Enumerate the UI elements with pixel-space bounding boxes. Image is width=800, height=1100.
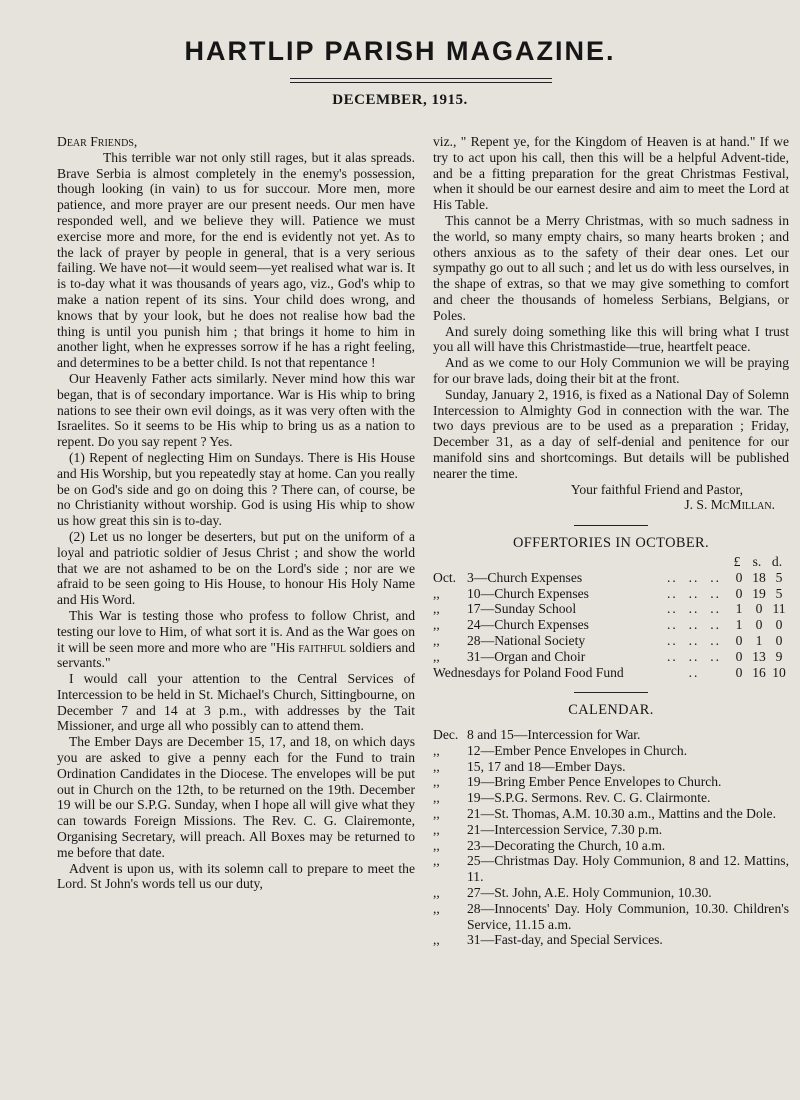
war-text-faithful: faithful bbox=[298, 639, 346, 655]
offertory-dots: .. .. .. bbox=[667, 617, 721, 633]
letter-paragraph-2: Our Heavenly Father acts similarly. Never mind how this war began, that is of secondary importance. War is His whip to bring nations to see their own evil doings, as it was very often with the Israelites. So it seems to be His whip to bring us as a nation to repent. Do you say repent ? Yes. bbox=[57, 370, 415, 450]
offertory-day: 31 bbox=[467, 648, 481, 664]
war-text-after: soldiers and servants." bbox=[57, 639, 415, 671]
offertory-shillings: 18 bbox=[752, 569, 766, 585]
calendar-row bbox=[433, 759, 789, 775]
offertory-pence: 0 bbox=[775, 632, 783, 648]
calendar-entry: 15, 17 and 18—Ember Days. bbox=[467, 758, 626, 774]
offertory-name: Sunday School bbox=[494, 601, 577, 617]
calendar-entry: 19—S.P.G. Sermons. Rev. C. G. Clairmonte. bbox=[467, 790, 711, 806]
offertory-row bbox=[433, 601, 789, 617]
calendar-month: ,, bbox=[433, 758, 440, 774]
calendar-month: ,, bbox=[433, 742, 440, 758]
calendar-month: ,, bbox=[433, 837, 440, 853]
offertory-name: Organ and Choir bbox=[494, 648, 586, 664]
offertory-label: 31—Organ and Choir bbox=[467, 648, 586, 664]
calendar-entry: 27—St. John, A.E. Holy Communion, 10.30. bbox=[467, 885, 712, 901]
offertories-title: OFFERTORIES IN OCTOBER. bbox=[512, 535, 710, 552]
letter-paragraph-3: (1) Repent of neglecting Him on Sundays. There is His House and His Worship, but you repeatedly stay at home. Can you really be on God's side and go on doing this ? There can, of course, be no Christianity without worship. God is using His whip to show us how great this sin is to-day. bbox=[57, 449, 415, 529]
calendar-row bbox=[433, 885, 789, 901]
offertory-dots: .. .. .. bbox=[667, 601, 721, 617]
currency-header bbox=[433, 554, 789, 570]
left-column bbox=[57, 134, 415, 892]
offertory-month: ,, bbox=[433, 632, 440, 648]
letter-paragraph-5 bbox=[57, 608, 415, 671]
offertory-pounds: 0 bbox=[735, 632, 743, 648]
offertory-day: 28 bbox=[467, 632, 481, 648]
calendar-entry: 23—Decorating the Church, 10 a.m. bbox=[467, 837, 666, 853]
offertory-shillings: 1 bbox=[755, 632, 763, 648]
issue-date: DECEMBER, 1915. bbox=[332, 92, 468, 108]
offertories-table bbox=[433, 570, 789, 681]
offertory-day: 10 bbox=[467, 585, 481, 601]
letter-paragraph-12: And as we come to our Holy Communion we will be praying for our brave lads, doing their bit at the front. bbox=[433, 355, 789, 386]
offertory-pence: 5 bbox=[775, 585, 783, 601]
offertory-day: 3 bbox=[467, 569, 474, 585]
currency-shillings: s. bbox=[752, 553, 762, 569]
calendar-entry: 28—Innocents' Day. Holy Communion, 10.30. Children's Service, 11.15 a.m. bbox=[467, 900, 789, 932]
offertory-row bbox=[433, 570, 789, 586]
offertory-shillings: 0 bbox=[755, 601, 763, 617]
offertory-label: 28—National Society bbox=[467, 632, 586, 648]
offertory-name: Wednesdays for Poland Food Fund bbox=[433, 664, 624, 680]
calendar-row bbox=[433, 901, 789, 933]
offertory-month: ,, bbox=[433, 648, 440, 664]
letter-paragraph-6: I would call your attention to the Central Services of Intercession to be held in St. Michael's Church, Sittingbourne, on December 7 and 14 at 3 p.m., with addresses by the Tait Missioner, and urge all who possibly can to attend them. bbox=[57, 671, 415, 734]
calendar-entry: 25—Christmas Day. Holy Communion, 8 and 12. Mattins, 11. bbox=[467, 853, 789, 885]
offertory-label: 3—Church Expenses bbox=[467, 569, 583, 585]
calendar-row bbox=[433, 932, 789, 948]
letter-paragraph-10: This cannot be a Merry Christmas, with so much sadness in the world, so many empty chairs, so many hearts broken ; and others anxious as to the safety of their dear ones. Let our sympathy go out to all such ; and let us do with less ourselves, in the shape of extras, so that we may give something to comfort and cheer the thousands of homeless Serbians, Belgians, or Poles. bbox=[433, 212, 789, 323]
offertory-name: Church Expenses bbox=[487, 569, 583, 585]
offertory-pounds: 0 bbox=[735, 569, 743, 585]
calendar-table bbox=[433, 727, 789, 948]
letter-signature: J. S. McMillan. bbox=[684, 497, 775, 513]
calendar-month: Dec. bbox=[433, 727, 459, 743]
calendar-month: ,, bbox=[433, 853, 440, 869]
currency-pence: d. bbox=[771, 553, 783, 569]
calendar-row bbox=[433, 727, 789, 743]
calendar-entry: 21—St. Thomas, A.M. 10.30 a.m., Mattins and the Dole. bbox=[467, 806, 776, 822]
section-divider-offertories bbox=[574, 525, 648, 526]
calendar-month: ,, bbox=[433, 821, 440, 837]
currency-pounds: £ bbox=[733, 553, 741, 569]
offertory-pence: 9 bbox=[775, 648, 783, 664]
offertory-pounds: 0 bbox=[735, 664, 743, 680]
offertory-pence: 11 bbox=[772, 601, 786, 617]
offertory-row bbox=[433, 649, 789, 665]
masthead-rule bbox=[290, 78, 552, 83]
calendar-month: ,, bbox=[433, 774, 440, 790]
war-text-before: This War is testing those who profess to follow Christ, and testing our love to Him, of what sort it is. And as the War goes on it will be seen more and more who are "His bbox=[57, 607, 415, 655]
calendar-row bbox=[433, 822, 789, 838]
calendar-month: ,, bbox=[433, 900, 440, 916]
offertory-shillings: 16 bbox=[752, 664, 766, 680]
offertory-name: Church Expenses bbox=[494, 585, 589, 601]
calendar-row bbox=[433, 743, 789, 759]
calendar-entry: 8 and 15—Intercession for War. bbox=[467, 727, 641, 743]
offertory-dots: .. .. .. bbox=[667, 632, 721, 648]
offertory-month: ,, bbox=[433, 585, 440, 601]
offertory-dots: .. .. .. bbox=[667, 569, 721, 585]
offertory-dots: .. .. .. bbox=[667, 648, 721, 664]
letter-paragraph-9: viz., " Repent ye, for the Kingdom of Heaven is at hand." If we try to act upon his call, then this will be a helpful Advent-tide, and be a fitting preparation for the great Christmas Festival, when it should be our earnest desire and aim to meet the Lord at His Table. bbox=[433, 134, 789, 213]
offertory-name: Church Expenses bbox=[494, 617, 589, 633]
masthead-title: HARTLIP PARISH MAGAZINE. bbox=[184, 36, 616, 66]
calendar-row bbox=[433, 838, 789, 854]
offertory-dots: .. .. .. bbox=[667, 585, 721, 601]
offertory-pounds: 1 bbox=[735, 617, 743, 633]
section-divider-calendar bbox=[574, 692, 648, 693]
calendar-entry: 21—Intercession Service, 7.30 p.m. bbox=[467, 821, 663, 837]
offertory-pounds: 0 bbox=[735, 585, 743, 601]
letter-paragraph-13: Sunday, January 2, 1916, is fixed as a National Day of Solemn Intercession to Almighty God in connection with the war. The two days previous are to be used as a preparation ; Friday, December 31, as a day of self-denial and penitence for our manifold sins and shortcomings. But details will be published nearer the time. bbox=[433, 386, 789, 481]
calendar-entry: 31—Fast-day, and Special Services. bbox=[467, 932, 663, 948]
letter-paragraph-7: The Ember Days are December 15, 17, and 18, on which days you are asked to give a penny each for the Fund to train Ordination Candidates in the Diocese. The envelopes will be put out in Church on the 12th, to be returned on the 19th. December 19 will be our S.P.G. Sunday, when I hope all will give what they can towards Foreign Missions. The Rev. C. G. Clairemonte, Organising Secretary, will preach. All Boxes may be returned to me before that date. bbox=[57, 734, 415, 860]
offertory-row bbox=[433, 617, 789, 633]
offertory-pounds: 0 bbox=[735, 648, 743, 664]
offertory-day: 17 bbox=[467, 601, 481, 617]
letter-paragraph-11: And surely doing something like this will bring what I trust you all will have this Christmastide—true, heartfelt peace. bbox=[433, 323, 789, 355]
letter-greeting: Dear Friends, bbox=[57, 134, 138, 149]
calendar-entry: 12—Ember Pence Envelopes in Church. bbox=[467, 742, 688, 758]
calendar-row bbox=[433, 790, 789, 806]
offertory-row bbox=[433, 586, 789, 602]
offertory-dots: .. bbox=[688, 664, 700, 680]
offertory-pounds: 1 bbox=[735, 601, 743, 617]
right-column bbox=[433, 134, 789, 948]
offertory-month: ,, bbox=[433, 617, 440, 633]
calendar-month: ,, bbox=[433, 932, 440, 948]
calendar-entry: 19—Bring Ember Pence Envelopes to Church. bbox=[467, 774, 722, 790]
offertory-pence: 10 bbox=[772, 664, 786, 680]
letter-signoff: Your faithful Friend and Pastor, bbox=[570, 481, 743, 497]
calendar-month: ,, bbox=[433, 790, 440, 806]
offertory-shillings: 13 bbox=[752, 648, 766, 664]
offertory-label: 24—Church Expenses bbox=[467, 617, 589, 633]
calendar-row bbox=[433, 853, 789, 885]
offertory-label: 10—Church Expenses bbox=[467, 585, 589, 601]
calendar-month: ,, bbox=[433, 885, 440, 901]
offertory-month: Oct. bbox=[433, 569, 457, 585]
offertory-shillings: 0 bbox=[755, 617, 763, 633]
calendar-row bbox=[433, 806, 789, 822]
letter-paragraph-1: This terrible war not only still rages, but it alas spreads. Brave Serbia is almost completely in the enemy's possession, though looking (in vain) to us for succour. More men, more patience, and more prayer are our present needs. Our men have responded well, and we believe they will. Patience we must exercise more and more, for the end is evidently not yet. As to the lack of prayer by people in general, that is a very serious failing. We have not—it would seem—yet realised what war is. It is to-day what it was thousands of years ago, viz., God's whip to make a nation repent of its sins. Your child does wrong, and knows that by your look, but he does not realise how bad the thing is until you punish him ; that brings it home to him in another light, when he expresses sorrow if he has a right feeling, and determines to be a better child. Is not that repentance ! bbox=[57, 149, 415, 371]
offertory-month: ,, bbox=[433, 601, 440, 617]
offertory-label: 17—Sunday School bbox=[467, 601, 577, 617]
letter-paragraph-8: Advent is upon us, with its solemn call to prepare to meet the Lord. St John's words tell us our duty, bbox=[57, 860, 415, 892]
offertory-day: 24 bbox=[467, 617, 481, 633]
calendar-row bbox=[433, 774, 789, 790]
calendar-month: ,, bbox=[433, 806, 440, 822]
offertory-row bbox=[433, 633, 789, 649]
offertory-shillings: 19 bbox=[752, 585, 766, 601]
calendar-title: CALENDAR. bbox=[568, 702, 654, 719]
offertory-row-poland bbox=[433, 665, 789, 681]
offertory-pence: 5 bbox=[775, 569, 783, 585]
letter-paragraph-4: (2) Let us no longer be deserters, but put on the uniform of a loyal and patriotic soldier of Jesus Christ ; and show the world that we are not ashamed to be on the Lord's side ; nor are we afraid to be seen going to His House, to honour His Holy Name and His Word. bbox=[57, 528, 415, 608]
offertory-pence: 0 bbox=[775, 617, 783, 633]
offertory-name: National Society bbox=[494, 632, 586, 648]
